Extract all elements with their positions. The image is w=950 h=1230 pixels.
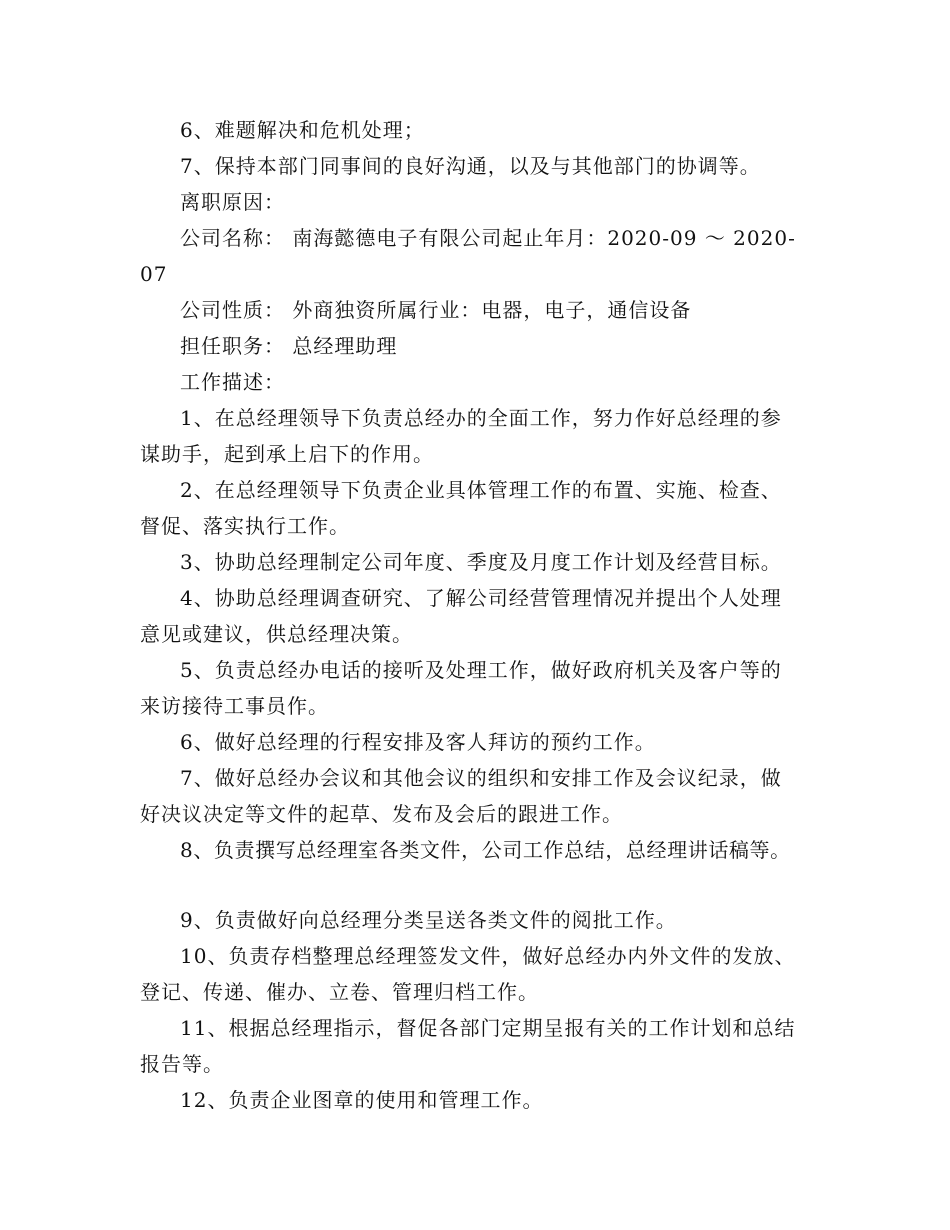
text-line: 4、协助总经理调查研究、了解公司经营管理情况并提出个人处理 — [180, 586, 782, 610]
text-line: 离职原因： — [180, 190, 285, 214]
text-line: 7、做好总经办会议和其他会议的组织和安排工作及会议纪录，做 — [180, 766, 782, 790]
text-line: 工作描述： — [180, 370, 285, 394]
text-line: 5、负责总经办电话的接听及处理工作，做好政府机关及客户等的 — [180, 658, 782, 682]
text-line: 公司名称： 南海懿德电子有限公司起止年月：2020-09 ～ 2020- — [180, 226, 796, 250]
text-line: 意见或建议，供总经理决策。 — [140, 622, 413, 646]
text-line: 2、在总经理领导下负责企业具体管理工作的布置、实施、检查、 — [180, 478, 782, 502]
text-line: 10、负责存档整理总经理签发文件，做好总经办内外文件的发放、 — [180, 944, 796, 968]
text-line: 谋助手，起到承上启下的作用。 — [140, 442, 434, 466]
text-line: 6、难题解决和危机处理； — [180, 118, 425, 142]
text-line: 来访接待工事员作。 — [140, 694, 329, 718]
text-line: 登记、传递、催办、立卷、管理归档工作。 — [140, 980, 539, 1004]
text-line: 7、保持本部门同事间的良好沟通，以及与其他部门的协调等。 — [180, 154, 761, 178]
text-line: 督促、落实执行工作。 — [140, 514, 350, 538]
text-line: 11、根据总经理指示，督促各部门定期呈报有关的工作计划和总结 — [180, 1016, 796, 1040]
text-line: 1、在总经理领导下负责总经办的全面工作，努力作好总经理的参 — [180, 406, 782, 430]
text-line: 8、负责撰写总经理室各类文件，公司工作总结，总经理讲话稿等。 — [180, 838, 791, 862]
text-line: 12、负责企业图章的使用和管理工作。 — [180, 1088, 544, 1112]
text-line: 担任职务： 总经理助理 — [180, 334, 398, 358]
text-line: 07 — [140, 262, 168, 286]
text-line: 报告等。 — [140, 1052, 224, 1076]
text-line: 公司性质： 外商独资所属行业：电器，电子，通信设备 — [180, 298, 692, 322]
text-line: 6、做好总经理的行程安排及客人拜访的预约工作。 — [180, 730, 656, 754]
text-line: 好决议决定等文件的起草、发布及会后的跟进工作。 — [140, 802, 623, 826]
text-line: 9、负责做好向总经理分类呈送各类文件的阅批工作。 — [180, 908, 677, 932]
text-line: 3、协助总经理制定公司年度、季度及月度工作计划及经营目标。 — [180, 550, 782, 574]
